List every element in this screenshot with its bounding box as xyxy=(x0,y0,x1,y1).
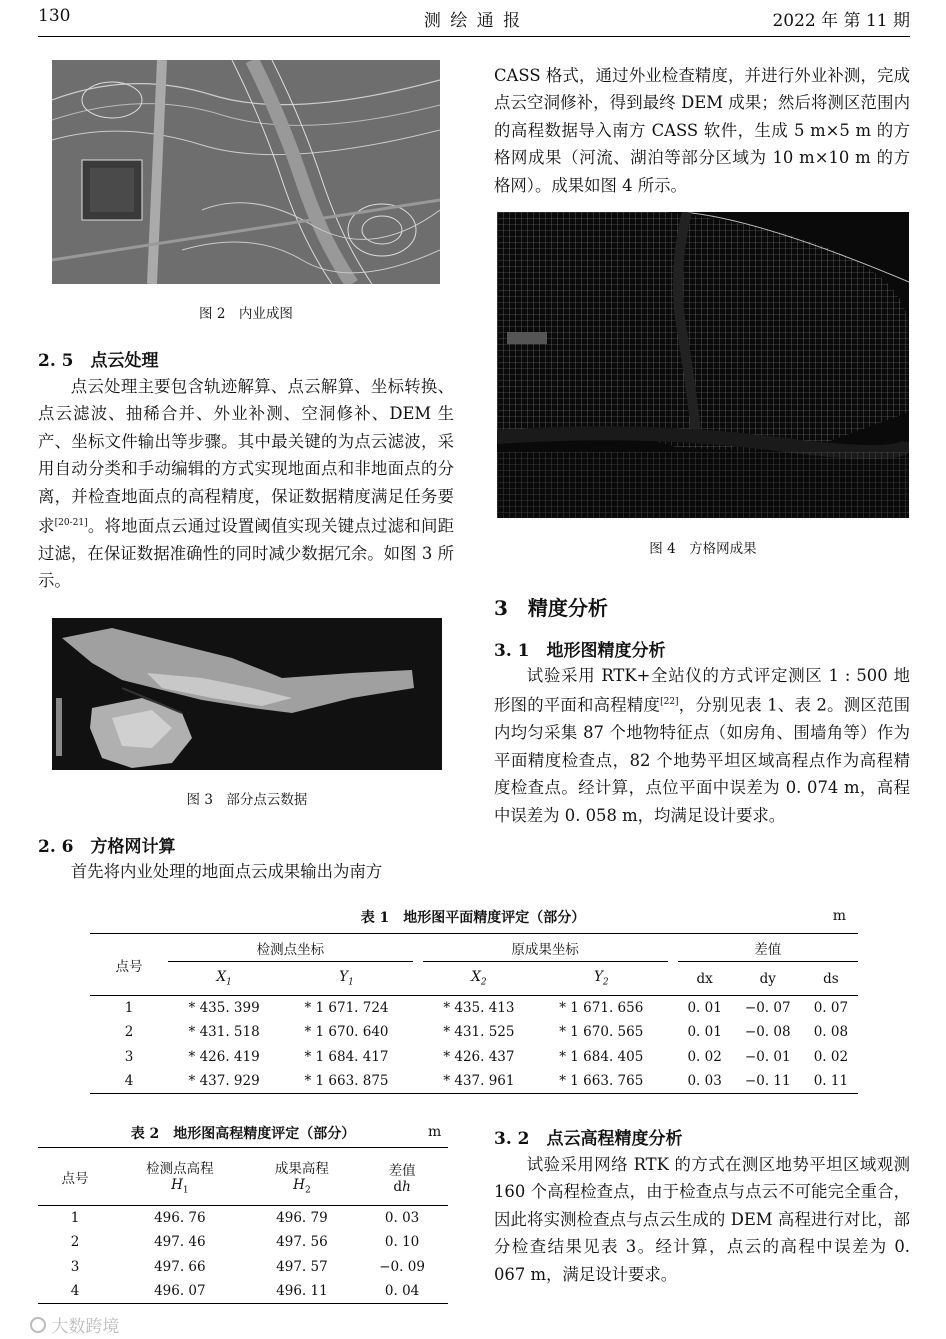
table-cell: * 435. 413 xyxy=(443,1000,515,1016)
table-cell: 1 xyxy=(70,1210,80,1226)
col-result-height: 成果高程 $H_2$ xyxy=(274,1161,329,1196)
section-3-2-body: 试验采用网络 RTK 的方式在测区地势平坦区域观测 160 个高程检查点，由于检查点与点云不可能完全重合，因此将实测检查点与点云生成的 DEM 高程进行对比，部分检查结果见表 3。经计算，点云的高程中误差为 0. 067 m，满足设计要求。 xyxy=(494,1155,910,1284)
col-check-height: 检测点高程 $H_1$ xyxy=(146,1161,214,1196)
col-y1: $Y_1$ xyxy=(339,969,354,988)
table-row xyxy=(38,1206,448,1231)
table-cell: −0. 11 xyxy=(744,1073,791,1089)
group-check: 检测点坐标 xyxy=(168,934,413,962)
section-2-6-title: 2. 6 方格网计算 xyxy=(38,837,176,857)
table-row xyxy=(90,1069,858,1094)
table-cell: 496. 11 xyxy=(276,1283,328,1299)
col-point: 点号 xyxy=(115,958,143,975)
watermark: 大数跨境 xyxy=(30,1312,119,1337)
section-3-2-title: 3. 2 点云高程精度分析 xyxy=(494,1129,683,1149)
section-3-1-body: 试验采用 RTK+全站仪的方式评定测区 1 : 500 地形图的平面和高程精度[22]，分别见表 1、表 2。测区范围内均匀采集 87 个地物特征点（如房角、围墙角等）作为平面精度检查点，82 个地势平坦区域高程点作为高程精度检查点。经计算，点位平面中误差为 0. 074 m，高程中误差为 0. 058 m，均满足设计要求。 xyxy=(494,666,910,825)
table-cell: * 437. 929 xyxy=(188,1073,260,1089)
watermark-logo-icon xyxy=(30,1317,46,1333)
table-cell: * 1 671. 656 xyxy=(559,1000,644,1016)
figure-4-image xyxy=(497,212,909,518)
journal-title: 测 绘 通 报 xyxy=(423,11,523,31)
citation: [20-21] xyxy=(54,518,88,529)
table-cell: * 1 684. 405 xyxy=(559,1048,644,1065)
table-cell: 4 xyxy=(70,1283,80,1299)
table-1-unit: m xyxy=(832,908,846,924)
table-row xyxy=(90,1020,858,1045)
table-cell: * 1 663. 875 xyxy=(304,1073,389,1089)
table-cell: −0. 01 xyxy=(744,1048,791,1065)
section-2-5-title: 2. 5 点云处理 xyxy=(38,351,159,371)
group-orig: 原成果坐标 xyxy=(423,934,668,962)
table-cell: 0. 02 xyxy=(813,1048,849,1065)
header-rule xyxy=(38,36,910,37)
table-cell: 0. 11 xyxy=(813,1073,849,1089)
col-x1: $X_1$ xyxy=(216,969,232,988)
table-cell: * 1 671. 724 xyxy=(304,1000,389,1016)
table-cell: * 435. 399 xyxy=(188,1000,260,1016)
section-2-5-body: 点云处理主要包含轨迹解算、点云解算、坐标转换、点云滤波、抽稀合并、外业补测、空洞修补、DEM 生产、坐标文件输出等步骤。其中最关键的为点云滤波，采用自动分类和手动编辑的方式实现地面点和非地面点的分离，并检查地面点的高程精度，保证数据精度满足任务要求[20-21]。将地面点云通过设置阈值实现关键点过滤和间距过滤，在保证数据准确性的同时减少数据冗余。如图 3 所示。 xyxy=(38,377,455,591)
table-cell: 497. 66 xyxy=(154,1258,206,1275)
table-cell: −0. 07 xyxy=(744,1000,791,1016)
col-diff: 差值 dh xyxy=(388,1162,416,1195)
table-cell: * 1 670. 565 xyxy=(559,1024,644,1041)
table-cell: * 1 663. 765 xyxy=(559,1073,644,1089)
table-1 xyxy=(90,933,858,1094)
table-cell: * 431. 518 xyxy=(188,1024,260,1041)
table-cell: 0. 04 xyxy=(384,1283,420,1299)
table-row xyxy=(38,1279,448,1304)
table-cell: 3 xyxy=(70,1258,80,1275)
col-y2: $Y_2$ xyxy=(593,969,609,988)
table-cell: 497. 46 xyxy=(154,1234,206,1251)
page-number: 130 xyxy=(38,6,71,26)
table-cell: 0. 08 xyxy=(813,1024,849,1041)
table-cell: * 431. 525 xyxy=(443,1024,515,1041)
table-2 xyxy=(38,1147,448,1304)
col-x2: $X_2$ xyxy=(471,969,487,988)
table-2-unit: m xyxy=(428,1124,442,1140)
table-cell: 1 xyxy=(124,1000,134,1016)
col-dy: dy xyxy=(759,970,776,987)
figure-2-caption: 图 2 内业成图 xyxy=(199,306,293,322)
figure-2-image xyxy=(52,60,440,284)
table-row xyxy=(38,1230,448,1255)
table-row xyxy=(90,1045,858,1070)
group-diff: 差值 xyxy=(678,934,858,962)
table-1-caption: 表 1 地形图平面精度评定（部分） xyxy=(360,910,586,926)
table-cell: 0. 02 xyxy=(687,1048,722,1065)
table-cell: 496. 07 xyxy=(154,1283,206,1299)
figure-3-caption: 图 3 部分点云数据 xyxy=(186,792,308,808)
table-cell: * 426. 419 xyxy=(188,1048,260,1065)
col-ds: ds xyxy=(823,970,839,987)
table-cell: 497. 57 xyxy=(276,1258,328,1275)
citation: [22] xyxy=(660,697,679,708)
table-cell: −0. 09 xyxy=(379,1258,425,1275)
table-cell: * 426. 437 xyxy=(443,1048,515,1065)
table-cell: * 1 670. 640 xyxy=(304,1024,389,1041)
figure-3-image xyxy=(52,618,442,770)
table-cell: 0. 03 xyxy=(687,1073,722,1089)
section-2-6-body-left: 首先将内业处理的地面点云成果输出为南方 xyxy=(70,862,383,881)
table-cell: −0. 08 xyxy=(744,1024,791,1041)
table-cell: 497. 56 xyxy=(276,1234,328,1251)
table-cell: 2 xyxy=(70,1234,80,1251)
table-cell: 0. 03 xyxy=(384,1210,420,1226)
table-cell: * 1 684. 417 xyxy=(304,1048,389,1065)
table-cell: 2 xyxy=(124,1024,134,1041)
table-2-caption: 表 2 地形图高程精度评定（部分） xyxy=(130,1126,356,1142)
col-dx: dx xyxy=(696,970,713,987)
table-cell: * 437. 961 xyxy=(443,1073,515,1089)
section-2-6-body-right: CASS 格式，通过外业检查精度，并进行外业补测，完成点云空洞修补，得到最终 DEM 成果；然后将测区范围内的高程数据导入南方 CASS 软件，生成 5 m×5 m 的方格网成果（河流、湖泊等部分区域为 10 m×10 m 的方格网）。成果如图 4 所示。 xyxy=(494,66,910,195)
table-row xyxy=(90,996,858,1021)
table-cell: 3 xyxy=(124,1048,134,1065)
table-row xyxy=(38,1255,448,1280)
section-3-1-title: 3. 1 地形图精度分析 xyxy=(494,641,666,661)
table-cell: 0. 01 xyxy=(687,1000,722,1016)
table-cell: 496. 79 xyxy=(276,1210,328,1226)
col-point: 点号 xyxy=(61,1170,89,1187)
section-3-title: 3 精度分析 xyxy=(494,596,608,620)
table-cell: 0. 07 xyxy=(813,1000,849,1016)
table-cell: 0. 01 xyxy=(687,1024,722,1041)
figure-4-caption: 图 4 方格网成果 xyxy=(649,541,757,557)
issue-label: 2022 年 第 11 期 xyxy=(772,11,910,31)
table-cell: 496. 76 xyxy=(154,1210,206,1226)
table-cell: 0. 10 xyxy=(384,1234,420,1251)
table-cell: 4 xyxy=(124,1073,134,1089)
